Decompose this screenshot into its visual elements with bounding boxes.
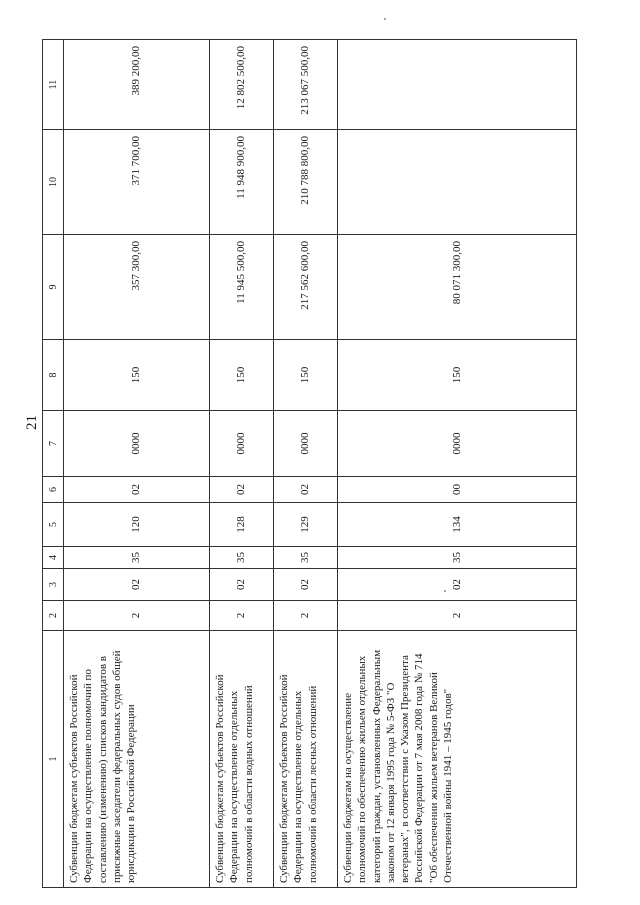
code-cell: 35 (64, 547, 210, 569)
code-cell: 35 (338, 547, 577, 569)
code-cell: 120 (64, 503, 210, 547)
code-cell: 02 (64, 569, 210, 601)
code-cell: 150 (338, 340, 577, 411)
code-cell: 0000 (210, 411, 274, 477)
row-description: Субвенции бюджетам субъектов Российской Федерации на осуществление отдельных полномочий в области водных отношений (210, 631, 274, 888)
amount-cell: 213 067 500,00 (274, 40, 338, 130)
code-cell: 02 (64, 477, 210, 503)
code-cell: 02 (338, 569, 577, 601)
amount-cell (338, 40, 577, 130)
code-cell: 134 (338, 503, 577, 547)
budget-table-container (42, 40, 577, 888)
code-cell: 2 (64, 601, 210, 631)
code-cell: 150 (274, 340, 338, 411)
column-number-row (43, 40, 64, 888)
column-header: 11 (43, 40, 64, 130)
column-header: 8 (43, 340, 64, 411)
code-cell: 02 (210, 569, 274, 601)
code-cell: 35 (210, 547, 274, 569)
code-cell: 35 (274, 547, 338, 569)
column-header: 5 (43, 503, 64, 547)
column-header: 1 (43, 631, 64, 888)
amount-cell: 12 802 500,00 (210, 40, 274, 130)
row-description: Субвенции бюджетам субъектов Российской Федерации на осуществление полномочий по составлению (изменению) списков кандидатов в присяжные заседатели федеральных судов общей юрисдикции в Российской Федерации (64, 631, 210, 888)
column-header: 7 (43, 411, 64, 477)
budget-table (42, 39, 577, 888)
code-cell: 2 (274, 601, 338, 631)
column-header: 9 (43, 235, 64, 340)
code-cell: 129 (274, 503, 338, 547)
code-cell: 2 (338, 601, 577, 631)
code-cell: 150 (210, 340, 274, 411)
row-description: Субвенции бюджетам на осуществление полномочий по обеспечению жильем отдельных категорий граждан, установленных Федеральным законом от 12 января 1995 года № 5-ФЗ "О ветеранах", в соответствии с Указом Президента Российской Федерации от 7 мая 2008 года № 714 "Об обеспечении жильем ветеранов Великой Отечественной войны 1941 – 1945 годов" (338, 631, 577, 888)
code-cell: 0000 (274, 411, 338, 477)
page-number: 21 (24, 415, 40, 430)
column-header: 4 (43, 547, 64, 569)
amount-cell: 11 945 500,00 (210, 235, 274, 340)
amount-cell: 210 788 800,00 (274, 130, 338, 235)
table-row (274, 40, 338, 888)
code-cell: 0000 (338, 411, 577, 477)
table-row (64, 40, 210, 888)
row-description: Субвенции бюджетам субъектов Российской Федерации на осуществление отдельных полномочий в области лесных отношений (274, 631, 338, 888)
amount-cell: 389 200,00 (64, 40, 210, 130)
code-cell: 150 (64, 340, 210, 411)
code-cell: 02 (274, 477, 338, 503)
table-row (338, 40, 577, 888)
column-header: 3 (43, 569, 64, 601)
column-header: 10 (43, 130, 64, 235)
amount-cell: 371 700,00 (64, 130, 210, 235)
amount-cell: 357 300,00 (64, 235, 210, 340)
scan-speck (444, 590, 446, 592)
amount-cell: 80 071 300,00 (338, 235, 577, 340)
amount-cell (338, 130, 577, 235)
column-header: 6 (43, 477, 64, 503)
code-cell: 0000 (64, 411, 210, 477)
column-header: 2 (43, 601, 64, 631)
amount-cell: 217 562 600,00 (274, 235, 338, 340)
code-cell: 128 (210, 503, 274, 547)
amount-cell: 11 948 900,00 (210, 130, 274, 235)
code-cell: 00 (338, 477, 577, 503)
code-cell: 2 (210, 601, 274, 631)
table-row (210, 40, 274, 888)
code-cell: 02 (274, 569, 338, 601)
scan-speck (384, 18, 386, 20)
code-cell: 02 (210, 477, 274, 503)
